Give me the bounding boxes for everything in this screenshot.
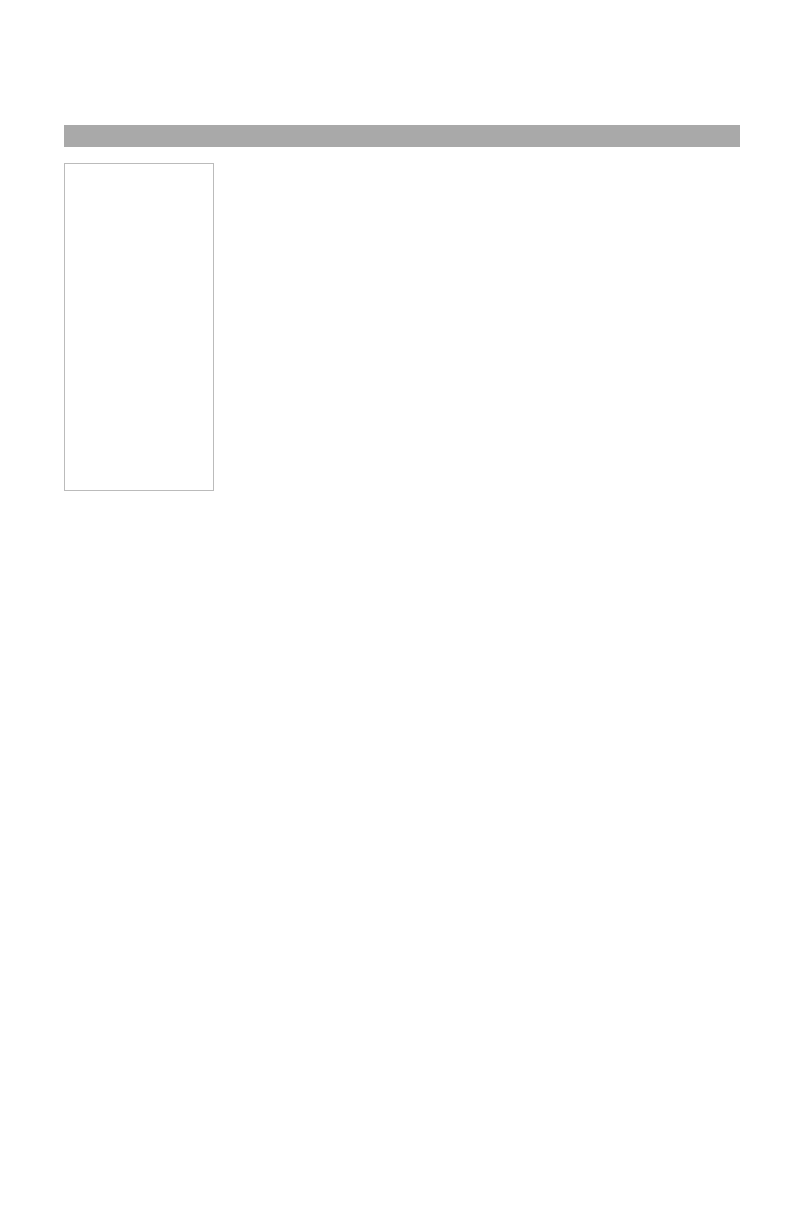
page-header-bar <box>64 125 740 147</box>
contest-notice-box <box>64 163 214 491</box>
